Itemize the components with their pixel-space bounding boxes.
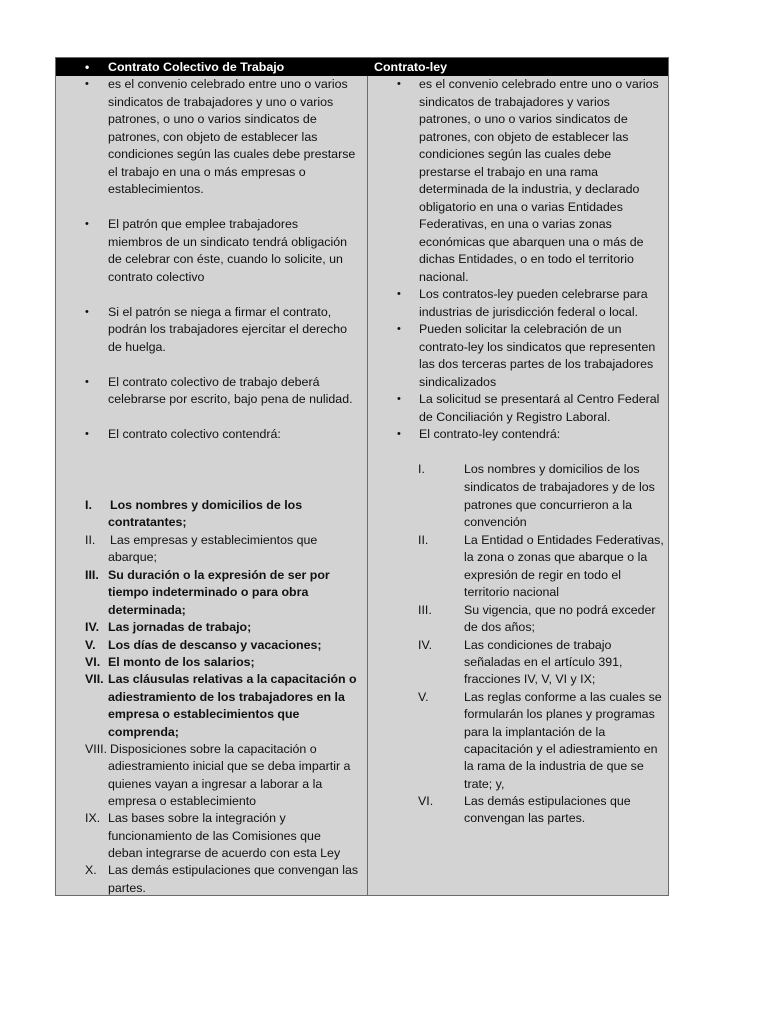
left-line (56, 845, 367, 863)
right-text: señaladas en el artículo 391, (464, 655, 623, 669)
left-line (56, 129, 367, 147)
right-text: las dos terceras partes de los trabajadores (419, 357, 654, 371)
right-text: la rama de la industria de que se (464, 759, 644, 773)
right-line (368, 199, 668, 217)
item-numeral: V. (85, 638, 96, 652)
right-line (368, 216, 668, 234)
left-line (56, 671, 367, 689)
right-line (368, 111, 668, 129)
right-line (368, 637, 668, 655)
left-text: Las empresas y establecimientos que (110, 533, 318, 547)
right-line (368, 234, 668, 252)
right-text: para la implantación de la (464, 725, 606, 739)
right-line (368, 497, 668, 515)
left-text: establecimientos. (108, 182, 204, 196)
bullet-icon: • (85, 78, 89, 90)
bullet-icon: • (397, 288, 401, 300)
right-text: contrato-ley los sindicatos que representen (419, 340, 656, 354)
left-line (56, 637, 367, 655)
right-text: determinada de la industria, y declarado (419, 182, 640, 196)
right-text: La Entidad o Entidades Federativas, (464, 533, 664, 547)
right-line (368, 164, 668, 182)
left-text: Disposiciones sobre la capacitación o (110, 742, 317, 756)
right-line (368, 129, 668, 147)
left-line (56, 584, 367, 602)
header-cell-contrato-ley (368, 58, 668, 76)
right-line (368, 741, 668, 759)
right-line (368, 619, 668, 637)
item-numeral: V. (418, 690, 429, 704)
right-text: económicas que abarquen una o más de (419, 235, 644, 249)
right-text: expresión de regir en todo el (464, 568, 622, 582)
right-line (368, 409, 668, 427)
right-text: patrones que concurrieron a la (464, 498, 633, 512)
right-text: prestarse el trabajo en una rama (419, 165, 599, 179)
right-line (368, 793, 668, 811)
right-text: convengan las partes. (464, 811, 586, 825)
right-text: nacional. (419, 270, 469, 284)
left-text: el trabajo en una o más empresas o (108, 165, 306, 179)
left-line (56, 234, 367, 252)
left-line (56, 269, 367, 287)
right-text: capacitación y el adiestramiento en (464, 742, 658, 756)
left-text: Las demás estipulaciones que convengan las (108, 863, 359, 877)
left-text: El patrón que emplee trabajadores (108, 217, 299, 231)
right-line (368, 514, 668, 532)
left-text: Las jornadas de trabajo; (108, 620, 252, 634)
left-text: Los días de descanso y vacaciones; (108, 638, 322, 652)
left-text: quienes vayan a ingresar a laborar a la (108, 777, 323, 791)
item-numeral: III. (85, 568, 99, 582)
left-line (56, 724, 367, 742)
left-text: partes. (108, 881, 146, 895)
item-numeral: I. (85, 498, 92, 512)
left-text: miembros de un sindicato tendrá obligación (108, 235, 348, 249)
right-text: Su vigencia, que no podrá exceder (464, 603, 656, 617)
item-numeral: VIII. (85, 742, 108, 756)
right-text: patrones, con objeto de establecer las (419, 130, 629, 144)
left-text: sindicatos de trabajadores y uno o varios (108, 95, 334, 109)
right-line (368, 269, 668, 287)
right-line (368, 567, 668, 585)
left-line (56, 741, 367, 759)
right-text: de Conciliación y Registro Laboral. (419, 410, 611, 424)
left-text: El contrato colectivo de trabajo deberá (108, 375, 320, 389)
left-line (56, 706, 367, 724)
left-text: comprenda; (108, 725, 179, 739)
header-cell-colectivo (56, 58, 367, 76)
left-line (56, 391, 367, 409)
right-line (368, 94, 668, 112)
right-line (368, 461, 668, 479)
left-text: patrones, con objeto de establecer las (108, 130, 318, 144)
left-line (56, 374, 367, 392)
left-line (56, 216, 367, 234)
left-line (56, 514, 367, 532)
right-text: La solicitud se presentará al Centro Federal (419, 392, 660, 406)
left-line (56, 111, 367, 129)
bullet-icon: • (397, 428, 401, 440)
left-line (56, 532, 367, 550)
right-text: Las demás estipulaciones que (464, 794, 631, 808)
left-text: tiempo indeterminado o para obra (108, 585, 309, 599)
right-text: de dos años; (464, 620, 535, 634)
left-text: El contrato colectivo contendrá: (108, 427, 281, 441)
left-text: El monto de los salarios; (108, 655, 255, 669)
left-line (56, 810, 367, 828)
right-text: trate; y, (464, 777, 505, 791)
item-numeral: II. (85, 533, 96, 547)
right-text: sindicatos de trabajadores y varios (419, 95, 610, 109)
left-text: funcionamiento de las Comisiones que (108, 829, 321, 843)
left-text: celebrarse por escrito, bajo pena de nulidad. (108, 392, 353, 406)
left-line (56, 321, 367, 339)
right-line (368, 810, 668, 828)
left-line (56, 549, 367, 567)
header-bullet: • (85, 60, 90, 74)
item-numeral: VI. (418, 794, 434, 808)
right-text: territorio nacional (464, 585, 560, 599)
right-line (368, 374, 668, 392)
left-line (56, 497, 367, 515)
right-text: condiciones según las cuales debe (419, 147, 612, 161)
table-header (56, 58, 668, 76)
left-line (56, 776, 367, 794)
right-line (368, 76, 668, 94)
right-text: fracciones IV, V, VI y IX; (464, 672, 596, 686)
left-line (56, 862, 367, 880)
right-line (368, 689, 668, 707)
right-text: industrias de jurisdicción federal o local. (419, 305, 639, 319)
right-line (368, 776, 668, 794)
right-line (368, 251, 668, 269)
right-line (368, 671, 668, 689)
right-text: Las reglas conforme a las cuales se (464, 690, 662, 704)
left-text: Los nombres y domicilios de los (110, 498, 303, 512)
left-text: Si el patrón se niega a firmar el contrato, (108, 305, 332, 319)
right-text: es el convenio celebrado entre uno o varios (419, 77, 659, 91)
left-line (56, 181, 367, 199)
left-text: abarque; (108, 550, 157, 564)
left-line (56, 689, 367, 707)
right-text: Los nombres y domicilios de los (464, 462, 640, 476)
right-line (368, 549, 668, 567)
left-text: determinada; (108, 603, 186, 617)
bullet-icon: • (85, 218, 89, 230)
item-numeral: X. (85, 863, 97, 877)
left-text: empresa o establecimiento (108, 794, 257, 808)
left-line (56, 146, 367, 164)
item-numeral: VI. (85, 655, 101, 669)
left-line (56, 339, 367, 357)
item-numeral: II. (418, 533, 429, 547)
left-line (56, 619, 367, 637)
left-text: empresa o establecimientos que (108, 707, 300, 721)
bullet-icon: • (85, 428, 89, 440)
left-line (56, 164, 367, 182)
left-text: Las bases sobre la integración y (108, 811, 286, 825)
left-line (56, 654, 367, 672)
left-text: es el convenio celebrado entre uno o varios (108, 77, 348, 91)
left-text: adiestramiento inicial que se deba impartir a (108, 759, 351, 773)
right-text: Federativas, en una o varias zonas (419, 217, 612, 231)
left-text: contrato colectivo (108, 270, 205, 284)
right-line (368, 479, 668, 497)
right-text: sindicatos de trabajadores y de los (464, 480, 655, 494)
left-text: podrán los trabajadores ejercitar el derecho (108, 322, 348, 336)
left-text: adiestramiento de los trabajadores en la (108, 690, 345, 704)
item-numeral: IV. (418, 638, 433, 652)
right-line (368, 304, 668, 322)
left-text: patrones, o uno o varios sindicatos de (108, 112, 317, 126)
right-text: patrones, o uno o varios sindicatos de (419, 112, 628, 126)
left-text: condiciones según las cuales debe prestarse (108, 147, 356, 161)
header-title-colectivo: Contrato Colectivo de Trabajo (108, 60, 285, 74)
item-numeral: IX. (85, 811, 101, 825)
right-text: Pueden solicitar la celebración de un (419, 322, 622, 336)
left-text: contratantes; (108, 515, 187, 529)
right-line (368, 356, 668, 374)
bullet-icon: • (397, 323, 401, 335)
right-line (368, 146, 668, 164)
left-text: Las cláusulas relativas a la capacitación o (108, 672, 357, 686)
left-text: deban integrarse de acuerdo con esta Ley (108, 846, 341, 860)
right-text: formularán los planes y programas (464, 707, 655, 721)
left-line (56, 304, 367, 322)
left-text: Su duración o la expresión de ser por (108, 568, 330, 582)
bullet-icon: • (397, 393, 401, 405)
right-line (368, 286, 668, 304)
bullet-icon: • (85, 376, 89, 388)
right-line (368, 602, 668, 620)
comparison-table (55, 57, 669, 896)
right-text: Las condiciones de trabajo (464, 638, 612, 652)
left-line (56, 793, 367, 811)
left-line (56, 880, 367, 898)
right-text: obligatorio en una o varias Entidades (419, 200, 623, 214)
right-text: convención (464, 515, 527, 529)
left-line (56, 567, 367, 585)
left-line (56, 758, 367, 776)
right-line (368, 706, 668, 724)
left-line (56, 828, 367, 846)
left-text: de huelga. (108, 340, 166, 354)
right-line (368, 758, 668, 776)
right-text: sindicalizados (419, 375, 497, 389)
right-line (368, 724, 668, 742)
bullet-icon: • (85, 306, 89, 318)
right-line (368, 584, 668, 602)
right-text: El contrato-ley contendrá: (419, 427, 561, 441)
right-line (368, 339, 668, 357)
right-line (368, 321, 668, 339)
right-line (368, 391, 668, 409)
right-text: la zona o zonas que abarque o la (464, 550, 648, 564)
right-line (368, 181, 668, 199)
left-line (56, 251, 367, 269)
item-numeral: IV. (85, 620, 100, 634)
right-text: Los contratos-ley pueden celebrarse para (419, 287, 648, 301)
left-text: de celebrar con éste, cuando lo solicite, un (108, 252, 343, 266)
left-line (56, 602, 367, 620)
item-numeral: VII. (85, 672, 104, 686)
right-line (368, 654, 668, 672)
item-numeral: III. (418, 603, 432, 617)
left-line (56, 76, 367, 94)
right-text: dichas Entidades, o en todo el territorio (419, 252, 634, 266)
header-title-contrato-ley: Contrato-ley (374, 60, 447, 74)
right-line (368, 426, 668, 444)
item-numeral: I. (418, 462, 425, 476)
right-line (368, 532, 668, 550)
left-line (56, 426, 367, 444)
left-line (56, 94, 367, 112)
bullet-icon: • (397, 78, 401, 90)
